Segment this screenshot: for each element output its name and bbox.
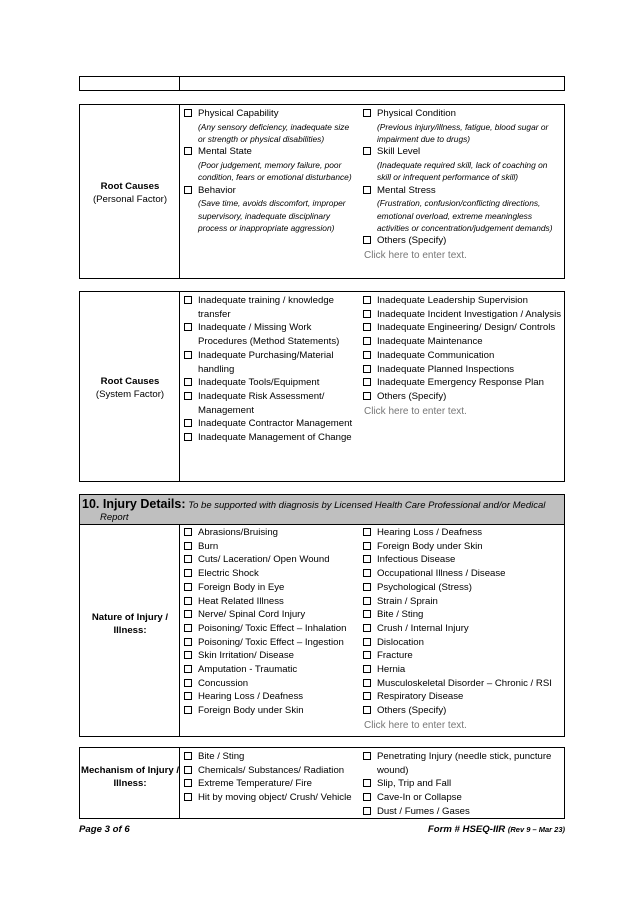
checkbox[interactable] — [363, 323, 371, 331]
checkbox[interactable] — [363, 752, 371, 760]
checkbox-item — [362, 750, 564, 777]
checkbox-item — [362, 363, 562, 377]
mechanism-right-column — [362, 750, 564, 819]
checkbox-note: (Inadequate required skill, lack of coaching on skill or infrequent performance of skill) — [377, 160, 548, 183]
checkbox-label: Inadequate Leadership Supervision — [377, 295, 528, 306]
checkbox-label: Heat Related Illness — [198, 595, 284, 607]
checkbox-item — [183, 677, 359, 691]
checkbox-label: Psychological (Stress) — [377, 581, 472, 593]
checkbox[interactable] — [363, 807, 371, 815]
checkbox-label: Inadequate Communication — [377, 349, 495, 361]
checkbox[interactable] — [184, 542, 192, 550]
checkbox-item — [362, 567, 564, 581]
checkbox-item — [183, 294, 355, 321]
checkbox-item — [183, 663, 359, 677]
checkbox[interactable] — [184, 610, 192, 618]
checkbox[interactable] — [363, 610, 371, 618]
checkbox-item — [362, 234, 562, 248]
checkbox-label: Inadequate Maintenance — [377, 336, 483, 348]
checkbox-item — [183, 376, 355, 390]
checkbox[interactable] — [363, 236, 371, 244]
checkbox[interactable] — [363, 528, 371, 536]
checkbox[interactable] — [363, 147, 371, 155]
checkbox-item — [183, 690, 359, 704]
checkbox[interactable] — [363, 337, 371, 345]
checkbox-label: Foreign Body in Eye — [198, 581, 285, 593]
mechanism-left-column — [183, 750, 359, 805]
checkbox[interactable] — [363, 569, 371, 577]
checkbox[interactable] — [363, 109, 371, 117]
checkbox-item — [362, 107, 562, 121]
checkbox-label: Inadequate Management of Change — [198, 432, 352, 444]
label-title: Root Causes — [100, 376, 160, 387]
system-text-field[interactable]: Click here to enter text. — [364, 405, 467, 417]
checkbox-item — [362, 540, 564, 554]
checkbox-item — [183, 791, 359, 805]
checkbox-label: Amputation - Traumatic — [198, 664, 298, 676]
checkbox-label: Chemicals/ Substances/ Radiation — [198, 764, 345, 776]
personal-factor-label — [80, 180, 180, 206]
checkbox-label: Inadequate Contractor Management — [198, 418, 353, 430]
checkbox[interactable] — [184, 378, 192, 386]
section-subtitle-cont: Report — [100, 512, 129, 523]
checkbox-item — [362, 595, 564, 609]
checkbox-label: Infectious Disease — [377, 554, 456, 566]
checkbox[interactable] — [363, 310, 371, 318]
checkbox-item — [362, 663, 564, 677]
checkbox-item — [183, 553, 359, 567]
checkbox-label: Physical Condition — [377, 108, 456, 119]
checkbox[interactable] — [363, 378, 371, 386]
checkbox[interactable] — [363, 392, 371, 400]
top-empty-row — [79, 76, 565, 91]
form-revision: (Rev 9 – Mar 23) — [507, 825, 565, 834]
checkbox[interactable] — [184, 766, 192, 774]
checkbox-item — [183, 145, 355, 159]
checkbox[interactable] — [363, 624, 371, 632]
checkbox-item — [183, 390, 355, 417]
mechanism-section — [79, 747, 565, 819]
injury-left-column — [183, 526, 359, 718]
checkbox[interactable] — [363, 583, 371, 591]
injury-details-section — [79, 494, 565, 737]
checkbox-label: Dust / Fumes / Gases — [377, 805, 470, 817]
checkbox[interactable] — [184, 624, 192, 632]
personal-text-field[interactable]: Click here to enter text. — [364, 249, 467, 261]
checkbox-item — [183, 431, 355, 445]
checkbox[interactable] — [363, 638, 371, 646]
system-factor-section — [79, 291, 565, 482]
injury-right-column — [362, 526, 564, 733]
checkbox-label: Fracture — [377, 650, 413, 662]
label-subtitle: (Personal Factor) — [92, 194, 168, 205]
checkbox-item — [183, 750, 359, 764]
checkbox-label: Occupational Illness / Disease — [377, 568, 506, 580]
checkbox[interactable] — [184, 186, 192, 194]
label-title: Mechanism of Injury / Illness: — [80, 765, 180, 789]
checkbox[interactable] — [363, 365, 371, 373]
checkbox[interactable] — [184, 597, 192, 605]
checkbox-item — [362, 321, 562, 335]
checkbox-label: Burn — [198, 540, 219, 552]
personal-factor-section — [79, 104, 565, 279]
checkbox[interactable] — [363, 793, 371, 801]
checkbox-label: Inadequate Purchasing/Material handling — [198, 349, 334, 375]
checkbox[interactable] — [363, 706, 371, 714]
checkbox-note: (Save time, avoids discomfort, improper supervisory, inadequate disciplinary process or inappropriate aggression) — [198, 198, 346, 233]
checkbox-label: Foreign Body under Skin — [377, 540, 483, 552]
checkbox[interactable] — [184, 109, 192, 117]
checkbox[interactable] — [363, 665, 371, 673]
checkbox[interactable] — [184, 528, 192, 536]
checkbox-item — [362, 581, 564, 595]
checkbox-label: Inadequate training / knowledge transfer — [198, 295, 335, 320]
checkbox-label: Foreign Body under Skin — [198, 705, 304, 717]
label-title: Nature of Injury / Illness: — [91, 612, 169, 636]
checkbox-label: Electric Shock — [198, 568, 259, 580]
checkbox-item — [183, 349, 355, 376]
checkbox-item — [362, 791, 564, 805]
checkbox[interactable] — [184, 392, 192, 400]
checkbox-label: Others (Specify) — [377, 390, 447, 402]
checkbox-item — [362, 335, 562, 349]
checkbox[interactable] — [184, 638, 192, 646]
checkbox-label: Inadequate Risk Assessment/ Management — [198, 390, 325, 416]
checkbox-label: Bite / Sting — [198, 751, 245, 762]
checkbox[interactable] — [184, 419, 192, 427]
checkbox-item — [362, 308, 562, 322]
checkbox-item — [183, 704, 359, 718]
nature-of-injury-label — [80, 611, 180, 637]
checkbox[interactable] — [184, 555, 192, 563]
checkbox-label: Poisoning/ Toxic Effect – Inhalation — [198, 622, 347, 634]
checkbox-note: (Any sensory deficiency, inadequate size or strength or physical disabilities) — [198, 121, 350, 144]
checkbox[interactable] — [184, 752, 192, 760]
checkbox-item — [362, 805, 564, 819]
checkbox-label: Inadequate / Missing Work Procedures (Method Statements) — [198, 322, 340, 348]
checkbox-note: (Poor judgement, memory failure, poor condition, fears or emotional disturbance) — [198, 160, 352, 183]
checkbox-label: Physical Capability — [198, 108, 279, 119]
checkbox-item — [183, 184, 355, 198]
checkbox-label: Poisoning/ Toxic Effect – Ingestion — [198, 636, 344, 648]
checkbox[interactable] — [184, 433, 192, 441]
page-number: Page 3 of 6 — [79, 824, 130, 835]
section-title: 10. Injury Details: — [82, 497, 186, 511]
checkbox-label: Mental Stress — [377, 184, 436, 196]
checkbox-label: Abrasions/Bruising — [198, 527, 278, 538]
system-right-column — [362, 294, 562, 419]
checkbox-label: Cuts/ Laceration/ Open Wound — [198, 554, 330, 566]
checkbox[interactable] — [363, 296, 371, 304]
checkbox[interactable] — [184, 793, 192, 801]
checkbox-item — [362, 184, 562, 198]
checkbox-item — [362, 349, 562, 363]
checkbox[interactable] — [184, 692, 192, 700]
checkbox-item — [183, 649, 359, 663]
checkbox-label: Inadequate Engineering/ Design/ Controls — [377, 322, 556, 334]
checkbox-item — [183, 764, 359, 778]
checkbox[interactable] — [184, 323, 192, 331]
checkbox-item — [362, 649, 564, 663]
checkbox-item — [183, 622, 359, 636]
injury-details-header — [80, 495, 564, 525]
label-subtitle: (System Factor) — [95, 389, 165, 400]
checkbox-label: Hearing Loss / Deafness — [377, 527, 483, 538]
checkbox-item — [183, 417, 355, 431]
checkbox-label: Hit by moving object/ Crush/ Vehicle — [198, 792, 352, 804]
injury-text-field[interactable]: Click here to enter text. — [364, 719, 467, 731]
checkbox-item — [362, 608, 564, 622]
checkbox[interactable] — [184, 665, 192, 673]
checkbox-item — [362, 704, 564, 718]
checkbox-label: Nerve/ Spinal Cord Injury — [198, 609, 306, 621]
checkbox-label: Strain / Sprain — [377, 595, 438, 607]
checkbox-label: Inadequate Incident Investigation / Analysis — [377, 308, 562, 320]
checkbox-item — [183, 777, 359, 791]
checkbox-item — [183, 581, 359, 595]
checkbox-label: Dislocation — [377, 636, 424, 648]
checkbox-item — [362, 145, 562, 159]
checkbox[interactable] — [363, 651, 371, 659]
checkbox[interactable] — [363, 597, 371, 605]
checkbox-item — [183, 107, 355, 121]
checkbox[interactable] — [184, 147, 192, 155]
checkbox[interactable] — [184, 583, 192, 591]
personal-right-column — [362, 107, 562, 263]
checkbox[interactable] — [363, 542, 371, 550]
checkbox[interactable] — [363, 679, 371, 687]
checkbox-label: Skin Irritation/ Disease — [198, 650, 294, 662]
checkbox-label: Others (Specify) — [377, 235, 447, 247]
checkbox-label: Mental State — [198, 146, 252, 158]
checkbox-label: Cave-In or Collapse — [377, 792, 462, 804]
checkbox-item — [183, 567, 359, 581]
checkbox-item — [183, 321, 355, 348]
system-factor-label — [80, 375, 180, 401]
checkbox-item — [362, 777, 564, 791]
checkbox-label: Inadequate Emergency Response Plan — [377, 377, 544, 389]
checkbox-label: Bite / Sting — [377, 609, 424, 621]
system-left-column — [183, 294, 355, 445]
checkbox[interactable] — [363, 555, 371, 563]
checkbox[interactable] — [363, 351, 371, 359]
checkbox[interactable] — [363, 186, 371, 194]
checkbox-label: Hearing Loss / Deafness — [198, 691, 304, 703]
checkbox-label: Behavior — [198, 184, 236, 196]
checkbox-label: Others (Specify) — [377, 705, 447, 717]
checkbox-label: Hernia — [377, 664, 406, 676]
checkbox[interactable] — [363, 779, 371, 787]
checkbox-note: (Previous injury/illness, fatigue, blood sugar or impairment due to drugs) — [377, 121, 549, 144]
checkbox-label: Extreme Temperature/ Fire — [198, 778, 312, 790]
checkbox[interactable] — [363, 692, 371, 700]
checkbox[interactable] — [184, 569, 192, 577]
checkbox-item — [362, 526, 564, 540]
checkbox-item — [183, 526, 359, 540]
checkbox[interactable] — [184, 706, 192, 714]
checkbox-label: Crush / Internal Injury — [377, 622, 469, 634]
form-number — [428, 824, 565, 835]
checkbox-label: Inadequate Planned Inspections — [377, 363, 515, 375]
checkbox-label: Slip, Trip and Fall — [377, 778, 452, 790]
form-id: Form # HSEQ-IIR — [427, 824, 506, 835]
checkbox-label: Respiratory Disease — [377, 691, 464, 703]
label-title: Root Causes — [100, 181, 160, 192]
checkbox[interactable] — [184, 779, 192, 787]
mechanism-label — [80, 764, 180, 790]
checkbox-label: Skill Level — [377, 146, 421, 158]
divider — [179, 77, 180, 90]
checkbox-item — [362, 677, 564, 691]
checkbox-note: (Frustration, confusion/conflicting directions, emotional overload, extreme meaningless activities or concentration/judgement demands) — [377, 198, 553, 233]
checkbox-item — [362, 690, 564, 704]
checkbox-item — [362, 622, 564, 636]
checkbox-label: Concussion — [198, 677, 249, 689]
checkbox[interactable] — [184, 679, 192, 687]
checkbox-item — [362, 294, 562, 308]
checkbox[interactable] — [184, 296, 192, 304]
checkbox-label: Inadequate Tools/Equipment — [198, 377, 320, 389]
checkbox-item — [362, 553, 564, 567]
section-subtitle: To be supported with diagnosis by Licensed Health Care Professional and/or Medical — [188, 500, 546, 511]
checkbox-label: Musculoskeletal Disorder – Chronic / RSI — [377, 677, 552, 689]
checkbox-item — [362, 636, 564, 650]
checkbox-item — [183, 636, 359, 650]
checkbox[interactable] — [184, 351, 192, 359]
checkbox-item — [183, 595, 359, 609]
checkbox-item — [362, 376, 562, 390]
checkbox-item — [183, 540, 359, 554]
personal-left-column — [183, 107, 355, 234]
checkbox-item — [183, 608, 359, 622]
checkbox-item — [362, 390, 562, 404]
checkbox[interactable] — [184, 651, 192, 659]
checkbox-label: Penetrating Injury (needle stick, puncture wound) — [377, 751, 552, 776]
